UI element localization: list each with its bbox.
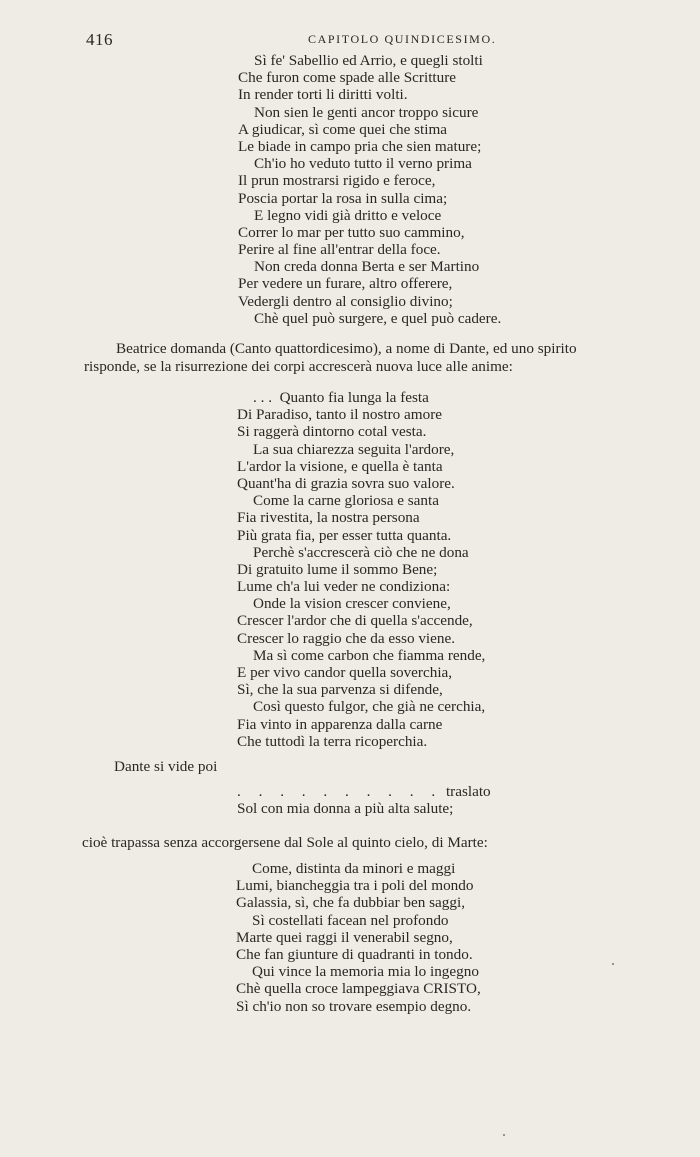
verse-line: A giudicar, sì come quei che stima [238,120,448,138]
verse-line: Le biade in campo pria che sien mature; [238,137,482,155]
verse-line: Fia vinto in apparenza dalla carne [237,715,443,733]
verse-line: Ma sì come carbon che fiamma rende, [253,646,486,664]
verse-line: Sì fe' Sabellio ed Arrio, e quegli stolti [254,52,483,69]
verse-line: In render torti li diritti volti. [238,86,408,104]
verse-line: Lumi, biancheggia tra i poli del mondo [236,877,474,895]
verse-line: E per vivo candor quella soverchia, [237,664,453,681]
verse-line: Di Paradiso, tanto il nostro amore [237,406,442,424]
verse-line: Correr lo mar per tutto suo cammino, [238,223,465,241]
verse-line: Come la carne gloriosa e santa [253,492,439,510]
verse-line: Si raggerà dintorno cotal vesta. [237,423,427,441]
verse-line: Poscia portar la rosa in sulla cima; [238,189,448,207]
verse-line: Marte quei raggi il venerabil segno, [236,928,453,946]
verse-block-1 [238,52,501,327]
verse-line: Sì, che la sua parvenza si difende, [237,681,443,699]
ellipsis-dots: . . . . . . . . . . [237,783,443,800]
running-title: CAPITOLO QUINDICESIMO. [308,32,497,46]
verse-line: Perchè s'accrescerà ciò che ne dona [253,543,469,561]
verse-line: Sol con mia donna a più alta salute; [237,800,454,818]
verse-line: Qui vince la memoria mia lo ingegno [252,963,479,981]
prose-paragraph-2: Dante si vide poi [114,758,218,775]
verse-line: Quant'ha di grazia sovra suo valore. [237,474,455,492]
verse-block-2 [237,389,485,750]
verse-line: Più grata fia, per esser tutta quanta. [237,526,452,544]
verse-line: Vedergli dentro al consiglio divino; [238,292,453,310]
verse-line: Sì costellati facean nel profondo [252,911,449,929]
verse-block-4 [236,860,481,1015]
prose-line: risponde, se la risurrezione dei corpi accrescerà nuova luce alle anime: [84,358,513,375]
verse-block-3 [237,783,491,817]
verse-line: Il prun mostrarsi rigido e feroce, [238,172,436,190]
verse-line: Crescer lo raggio che da esso viene. [237,629,456,647]
verse-line: Che fan giunture di quadranti in tondo. [236,945,473,963]
paper-speck [612,963,614,965]
verse-line: Chè quel può surgere, e quel può cadere. [254,309,502,327]
verse-line: Crescer l'ardor che di quella s'accende, [237,612,473,630]
verse-line: Come, distinta da minori e maggi [252,860,456,877]
verse-line [237,783,491,800]
verse-line: Galassia, sì, che fa dubbiar ben saggi, [236,894,466,912]
prose-paragraph-3: cioè trapassa senza accorgersene dal Sole al quinto cielo, di Marte: [82,834,488,851]
verse-word: traslato [445,783,491,800]
verse-line: Onde la vision crescer conviene, [253,595,451,613]
verse-line: Così questo fulgor, che già ne cerchia, [253,698,486,716]
paper-speck [503,1134,505,1136]
verse-line: Non sien le genti ancor troppo sicure [254,103,479,121]
verse-line: Ch'io ho veduto tutto il verno prima [254,155,472,173]
verse-line: E legno vidi già dritto e veloce [254,206,442,224]
verse-line: Per vedere un furare, altro offerere, [238,275,453,293]
verse-line: Perire al fine all'entrar della foce. [238,241,441,259]
verse-line: Lume ch'a lui veder ne condiziona: [237,578,451,596]
verse-line: La sua chiarezza seguita l'ardore, [253,440,455,458]
verse-line: Che furon come spade alle Scritture [238,69,457,87]
verse-line: Fia rivestita, la nostra persona [237,509,420,527]
verse-line: Sì ch'io non so trovare esempio degno. [236,997,472,1015]
prose-paragraph-1 [84,340,696,376]
verse-line: Di gratuito lume il sommo Bene; [237,560,438,578]
verse-line: Che tuttodì la terra ricoperchia. [237,732,428,750]
page-header [86,30,646,50]
verse-line: L'ardor la visione, e quella è tanta [237,457,443,475]
verse-line: Non creda donna Berta e ser Martino [254,258,480,276]
verse-line: Chè quella croce lampeggiava CRISTO, [236,980,481,998]
page-number: 416 [86,30,113,49]
prose-line: Beatrice domanda (Canto quattordicesimo), a nome di Dante, ed uno spirito [116,340,577,357]
verse-line: . . . Quanto fia lunga la festa [253,389,429,406]
